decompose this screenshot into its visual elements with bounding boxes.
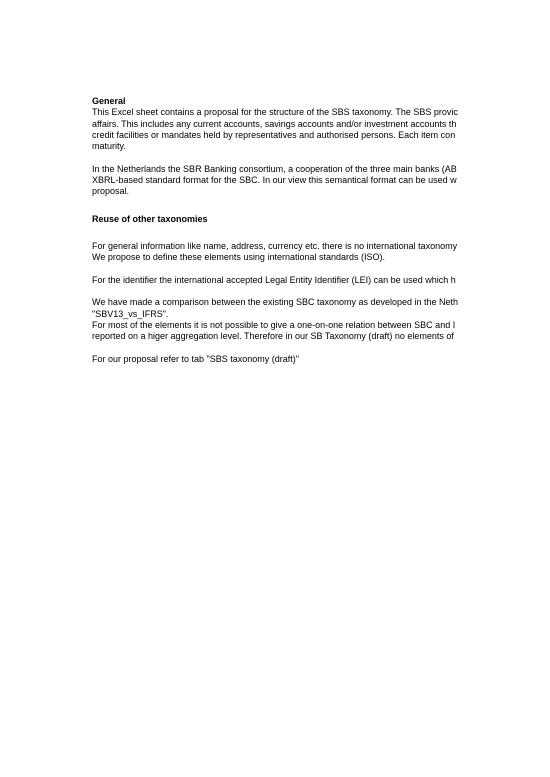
text-line: In the Netherlands the SBR Banking consortium, a cooperation of the three main banks (AB [92,163,457,174]
spacer [92,198,499,214]
text-line: reported on a higer aggregation level. Therefore in our SB Taxonomy (draft) no elements of [92,331,454,342]
text-line: credit facilities or mandates held by representatives and authorised persons. Each item con [92,129,456,140]
spacer [92,343,499,354]
text-line: affairs. This includes any current accounts, savings accounts and/or investment accounts th [92,118,457,129]
paragraph-general-sbr [92,164,499,198]
paragraph-general-intro [92,107,499,152]
text-line: proposal. [92,186,130,197]
text-line: For most of the elements it is not possible to give a one-on-one relation between SBC and I [92,320,456,331]
spacer [92,152,499,163]
paragraph-reuse-lei [92,275,499,286]
text-line: For general information like name, address, currency etc. there is no international taxonomy [92,240,458,251]
document-body [92,96,499,365]
text-line: For our proposal refer to tab "SBS taxonomy (draft)" [92,353,299,364]
text-line: For the identifier the international accepted Legal Entity Identifier (LEI) can be used which h [92,274,456,285]
spacer [92,264,499,275]
section-heading-general: General [92,96,126,106]
text-line: We propose to define these elements using international standards (ISO). [92,252,386,263]
paragraph-reuse-proposal [92,354,499,365]
paragraph-reuse-comparison [92,297,499,342]
text-line: XBRL-based standard format for the SBC. In our view this semantical format can be used w [92,175,457,186]
spacer [92,225,499,241]
section-heading-reuse: Reuse of other taxonomies [92,213,208,224]
text-line: This Excel sheet contains a proposal for the structure of the SBS taxonomy. The SBS provic [92,107,458,118]
spacer [92,286,499,297]
paragraph-reuse-general-info [92,241,499,264]
text-line: "SBV13_vs_IFRS". [92,308,169,319]
text-line: We have made a comparison between the existing SBC taxonomy as developed in the Neth [92,297,459,308]
text-line: maturity. [92,141,126,152]
